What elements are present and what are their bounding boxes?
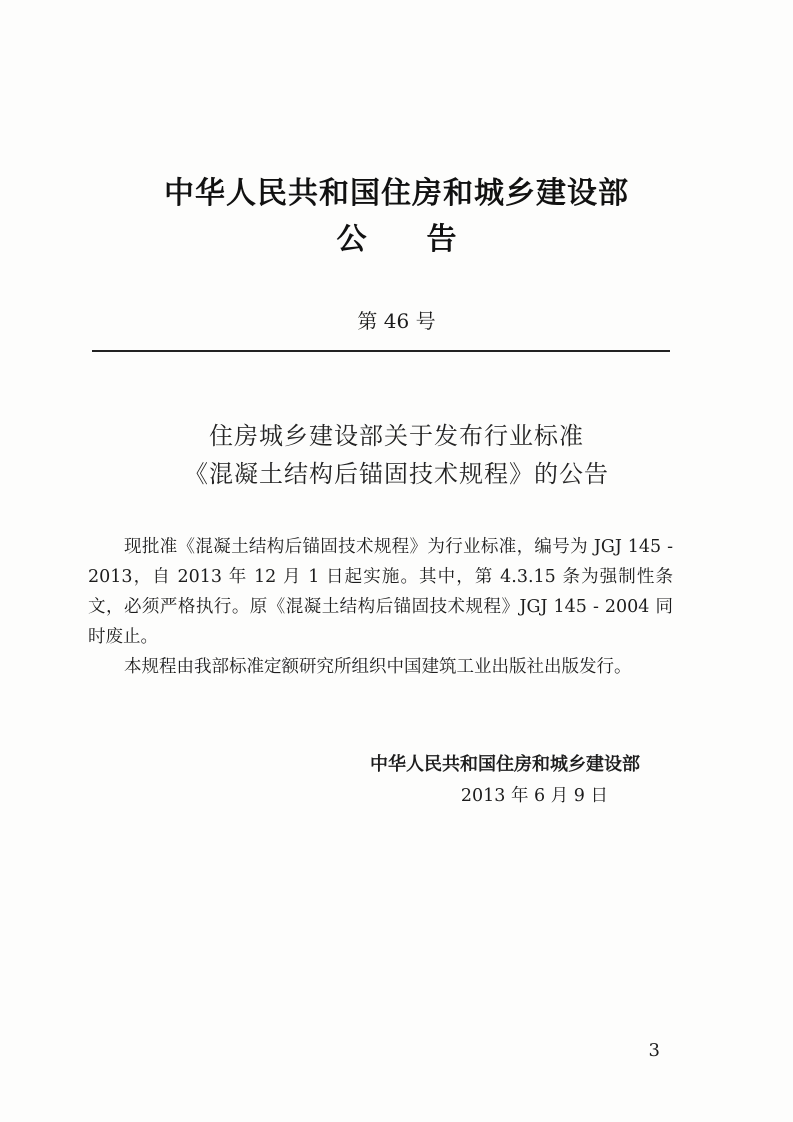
body-paragraph-1: 现批准《混凝土结构后锚固技术规程》为行业标准，编号为 JGJ 145 - 2013，自 2013 年 12 月 1 日起实施。其中，第 4.3.15 条为强制性条文，必须严格执行。原《混凝土结构后锚固技术规程》JGJ 145 - 2004 同时废止。 <box>88 537 673 647</box>
signature-date: 2013 年 6 月 9 日 <box>460 786 608 806</box>
issuing-ministry-heading: 中华人民共和国住房和城乡建设部 <box>164 176 629 211</box>
page-number: 3 <box>648 1040 660 1061</box>
announcement-title-line-2: 《混凝土结构后锚固技术规程》的公告 <box>184 460 609 488</box>
announcement-body <box>88 532 673 682</box>
header-divider <box>92 350 670 352</box>
notice-number: 第 46 号 <box>357 309 436 333</box>
body-paragraph-2: 本规程由我部标准定额研究所组织中国建筑工业出版社出版发行。 <box>124 657 632 677</box>
signature-organization: 中华人民共和国住房和城乡建设部 <box>370 754 640 775</box>
announcement-title-line-1: 住房城乡建设部关于发布行业标准 <box>209 422 584 450</box>
notice-heading: 公告 <box>336 222 517 257</box>
